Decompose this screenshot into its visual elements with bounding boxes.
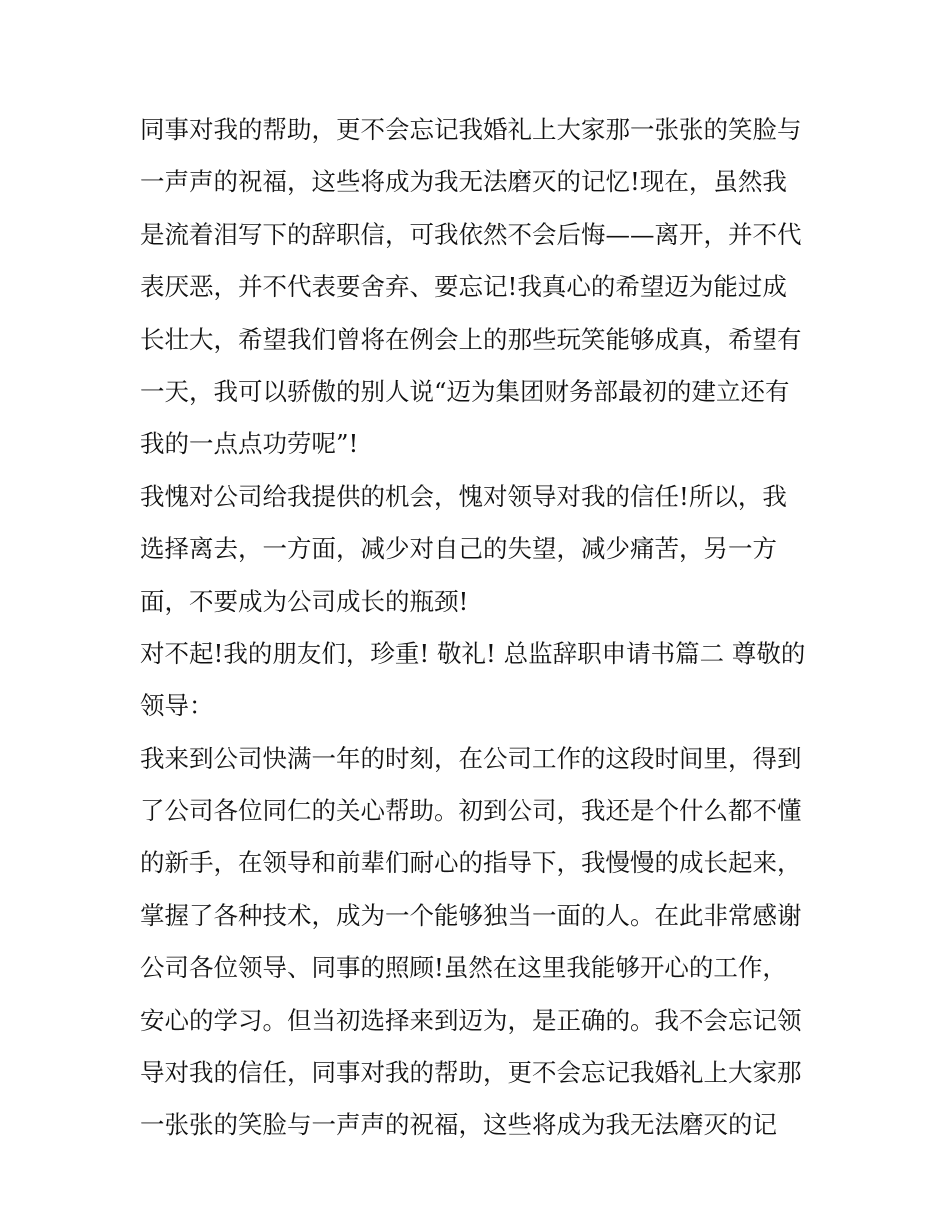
document-body xyxy=(140,104,820,1152)
text-line: 导对我的信任，同事对我的帮助，更不会忘记我婚礼上大家那 xyxy=(140,1058,802,1088)
text-line: 领导： xyxy=(140,691,214,721)
text-line: 的新手，在领导和前辈们耐心的指导下，我慢慢的成长起来， xyxy=(140,848,802,878)
text-line: 我的一点点功劳呢”! xyxy=(140,429,359,459)
text-line: 面，不要成为公司成长的瓶颈! xyxy=(140,586,469,616)
text-line: 选择离去，一方面，减少对自己的失望，减少痛苦，另一方 xyxy=(140,534,777,564)
text-line: 掌握了各种技术，成为一个能够独当一面的人。在此非常感谢 xyxy=(140,900,802,930)
text-line: 表厌恶，并不代表要舍弃、要忘记!我真心的希望迈为能过成 xyxy=(140,272,787,302)
text-line: 一天，我可以骄傲的别人说“迈为集团财务部最初的建立还有 xyxy=(140,376,790,406)
text-line: 了公司各位同仁的关心帮助。初到公司，我还是个什么都不懂 xyxy=(140,796,802,826)
text-line: 我来到公司快满一年的时刻，在公司工作的这段时间里，得到 xyxy=(140,743,802,773)
text-line: 一声声的祝福，这些将成为我无法磨灭的记忆!现在，虽然我 xyxy=(140,167,787,197)
text-line: 我愧对公司给我提供的机会，愧对领导对我的信任!所以，我 xyxy=(140,481,787,511)
text-line: 长壮大，希望我们曾将在例会上的那些玩笑能够成真，希望有 xyxy=(140,324,802,354)
text-line: 是流着泪写下的辞职信，可我依然不会后悔——离开，并不代 xyxy=(140,219,802,249)
text-line: 同事对我的帮助，更不会忘记我婚礼上大家那一张张的笑脸与 xyxy=(140,115,802,144)
text-line: 一张张的笑脸与一声声的祝福，这些将成为我无法磨灭的记 xyxy=(140,1110,777,1140)
text-line: 对不起!我的朋友们，珍重! 敬礼! 总监辞职申请书篇二 尊敬的 xyxy=(140,638,806,668)
text-line: 安心的学习。但当初选择来到迈为，是正确的。我不会忘记领 xyxy=(140,1005,802,1035)
text-line: 公司各位领导、同事的照顾!虽然在这里我能够开心的工作， xyxy=(140,953,787,983)
